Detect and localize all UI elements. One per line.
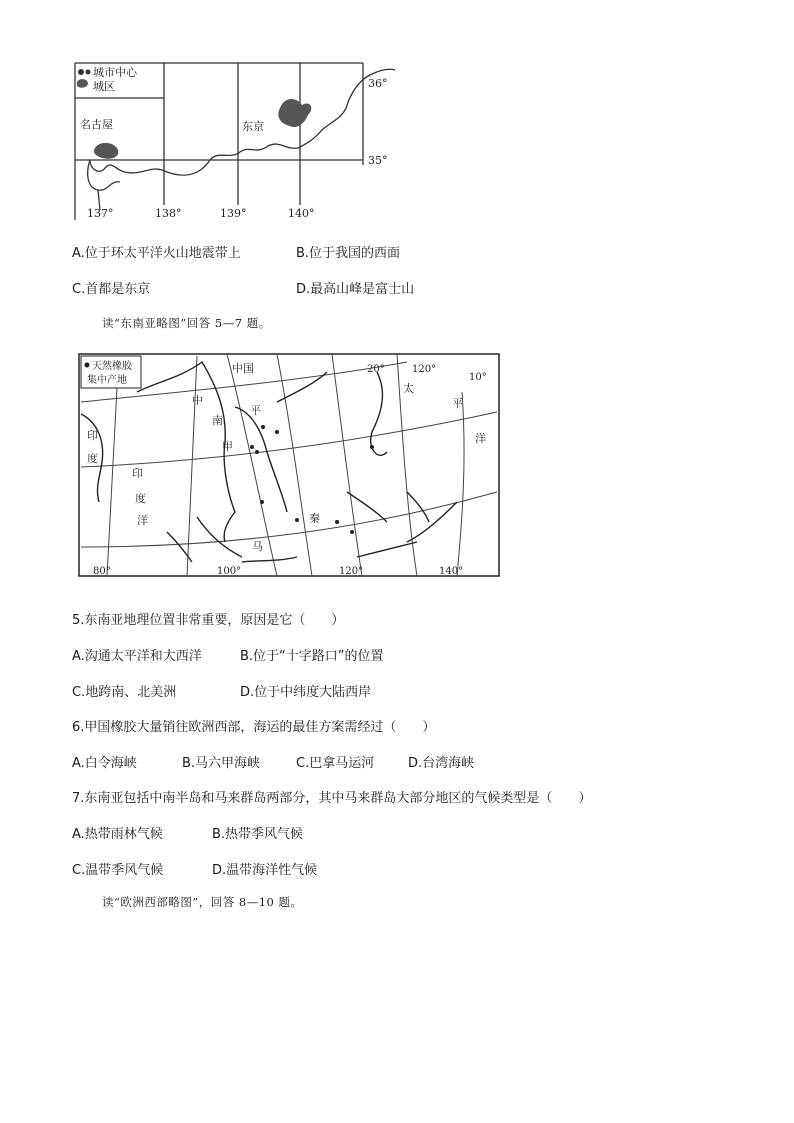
q5-stem: 5.东南亚地理位置非常重要，原因是它（ ） — [72, 613, 345, 628]
sea-lon-80: 80° — [93, 566, 111, 577]
sea-lon-140: 140° — [439, 566, 464, 577]
sea-label-pacific-ping: 平 — [452, 397, 463, 410]
sea-legend-line2: 集中产地 — [87, 375, 127, 386]
sea-legend-line1: 天然橡胶 — [92, 361, 132, 372]
q7-option-b: B.热带季风气候 — [212, 827, 304, 842]
q7-option-a: A.热带雨林气候 — [72, 827, 163, 842]
q4-option-a: A.位于环太平洋火山地震带上 — [72, 246, 241, 261]
q4-option-c: C.首都是东京 — [72, 282, 151, 297]
tokyo-urban-area — [278, 99, 311, 127]
city-label-tokyo: 东京 — [242, 120, 264, 133]
sea-label-ocean-3: 洋 — [137, 514, 148, 527]
sea-label-ocean-1: 印 — [132, 467, 143, 480]
sea-label-ocean-2: 度 — [135, 492, 146, 505]
sea-lon-120: 120° — [339, 566, 364, 577]
q5-option-b: B.位于“十字路口”的位置 — [240, 649, 384, 664]
intro-5-7: 读“东南亚略图”回答 5—7 题。 — [102, 316, 271, 330]
nagoya-urban-area — [94, 143, 118, 159]
sea-label-ma: 马 — [252, 540, 263, 553]
lat-label-35: 35° — [368, 154, 388, 167]
q7-stem: 7.东南亚包括中南半岛和马来群岛两部分，其中马来群岛大部分地区的气候类型是（ ） — [72, 791, 592, 806]
q5-option-c: C.地跨南、北美洲 — [72, 685, 177, 700]
q5-option-a: A.沟通太平洋和大西洋 — [72, 649, 202, 664]
q7-option-d: D.温带海洋性气候 — [212, 863, 318, 878]
sea-label-lat10: 10° — [469, 372, 487, 383]
q4-option-d: D.最高山峰是富士山 — [296, 282, 415, 297]
sea-label-china: 中国 — [232, 362, 254, 375]
q6-option-a: A.白令海峡 — [72, 756, 137, 771]
lon-label-137: 137° — [87, 207, 114, 220]
q4-option-b: B.位于我国的西面 — [296, 246, 401, 261]
sea-lon-100: 100° — [217, 566, 242, 577]
sea-label-india-1: 印 — [87, 429, 98, 442]
sea-label-india-2: 度 — [87, 452, 98, 465]
sea-label-jia: 甲 — [222, 440, 233, 453]
sea-label-qin: 秦 — [309, 512, 320, 525]
sea-label-tai: 太 — [403, 382, 414, 395]
q6-option-b: B.马六甲海峡 — [182, 756, 261, 771]
lon-label-140: 140° — [288, 207, 315, 220]
city-label-nagoya: 名古屋 — [80, 118, 113, 131]
lon-label-138: 138° — [155, 207, 182, 220]
lat-label-36: 36° — [368, 77, 388, 90]
lon-label-139: 139° — [220, 207, 247, 220]
sea-label-nan: 南 — [212, 414, 223, 427]
q6-option-c: C.巴拿马运河 — [296, 756, 375, 771]
sea-label-zhong: 中 — [192, 394, 203, 407]
q6-stem: 6.甲国橡胶大量销往欧洲西部，海运的最佳方案需经过（ ） — [72, 720, 436, 735]
legend-urban-area: 城区 — [93, 80, 115, 93]
q6-option-d: D.台湾海峡 — [408, 756, 475, 771]
sea-label-lat20: 20° — [367, 364, 385, 375]
sea-label-lon120: 120° — [412, 364, 437, 375]
japan-map — [70, 60, 400, 225]
intro-8-10: 读“欧洲西部略图”，回答 8—10 题。 — [102, 895, 303, 909]
q5-option-d: D.位于中纬度大陆西岸 — [240, 685, 372, 700]
q7-option-c: C.温带季风气候 — [72, 863, 164, 878]
southeast-asia-map — [77, 352, 503, 580]
legend-city-center: 城市中心 — [93, 66, 137, 79]
sea-label-ping: 平 — [250, 404, 261, 417]
sea-label-pacific-yang: 洋 — [475, 432, 486, 445]
